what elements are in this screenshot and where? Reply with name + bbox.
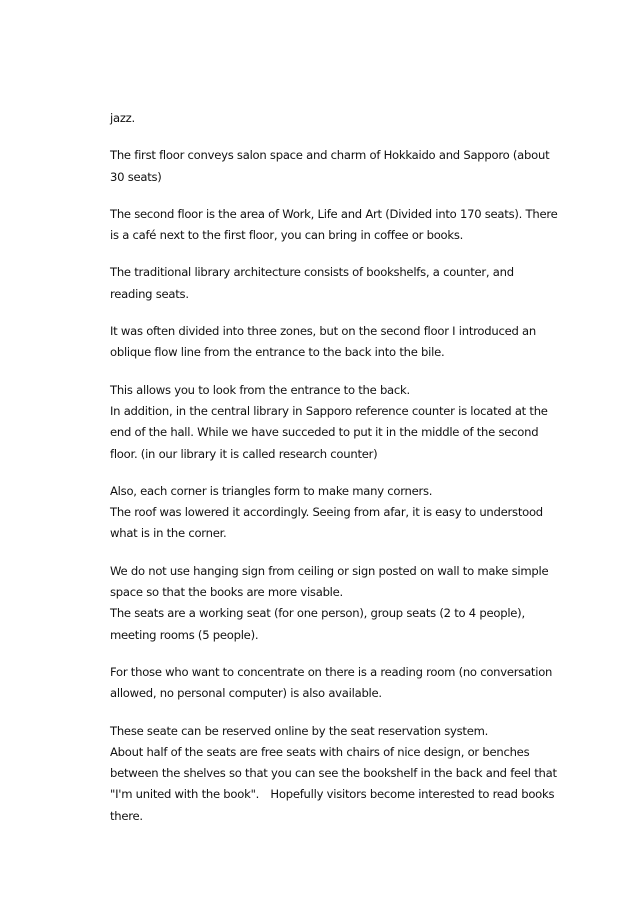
paragraph [110, 561, 550, 646]
text-line: It was often divided into three zones, but on the second floor I introduced an [110, 324, 536, 339]
text-line: floor. (in our library it is called research counter) [110, 446, 378, 461]
text-line: oblique flow line from the entrance to the back into the bile. [110, 345, 445, 360]
paragraph [110, 481, 550, 545]
text-line: there. [110, 808, 143, 823]
text-line: The seats are a working seat (for one person), group seats (2 to 4 people), [110, 606, 525, 621]
text-line: end of the hall. While we have succeded to put it in the middle of the second [110, 425, 539, 440]
text-line: "I'm united with the book". Hopefully visitors become interested to read books [110, 787, 555, 802]
text-line: allowed, no personal computer) is also available. [110, 686, 382, 701]
text-line: About half of the seats are free seats with chairs of nice design, or benches [110, 744, 530, 759]
paragraph [110, 380, 550, 465]
text-line: The roof was lowered it accordingly. Seeing from afar, it is easy to understood [110, 505, 543, 520]
text-line: meeting rooms (5 people). [110, 627, 259, 642]
text-line: The first floor conveys salon space and charm of Hokkaido and Sapporo (about [110, 148, 550, 163]
text-line: The traditional library architecture consists of bookshelfs, a counter, and [110, 265, 514, 280]
text-line: reading seats. [110, 286, 189, 301]
text-line: These seate can be reserved online by the seat reservation system. [110, 723, 489, 738]
document-body [110, 108, 558, 843]
text-line: We do not use hanging sign from ceiling or sign posted on wall to make simple [110, 563, 549, 578]
paragraph [110, 262, 550, 305]
text-line: is a café next to the first floor, you can bring in coffee or books. [110, 228, 464, 243]
text-line: For those who want to concentrate on there is a reading room (no conversation [110, 664, 553, 679]
paragraph [110, 662, 553, 705]
text-line: The second floor is the area of Work, Life and Art (Divided into 170 seats). There [110, 206, 558, 221]
paragraph [110, 204, 558, 247]
paragraph [110, 145, 550, 188]
text-line: This allows you to look from the entrance to the back. [110, 382, 410, 397]
text-line: In addition, in the central library in Sapporo reference counter is located at the [110, 403, 548, 418]
text-line: space so that the books are more visable. [110, 585, 343, 600]
text-line: between the shelves so that you can see the bookshelf in the back and feel that [110, 766, 557, 781]
text-line: Also, each corner is triangles form to make many corners. [110, 483, 433, 498]
text-line: jazz. [110, 111, 135, 125]
paragraph [110, 108, 550, 129]
paragraph [110, 721, 557, 827]
text-line: 30 seats) [110, 169, 162, 184]
paragraph [110, 321, 550, 364]
text-line: what is in the corner. [110, 526, 227, 541]
